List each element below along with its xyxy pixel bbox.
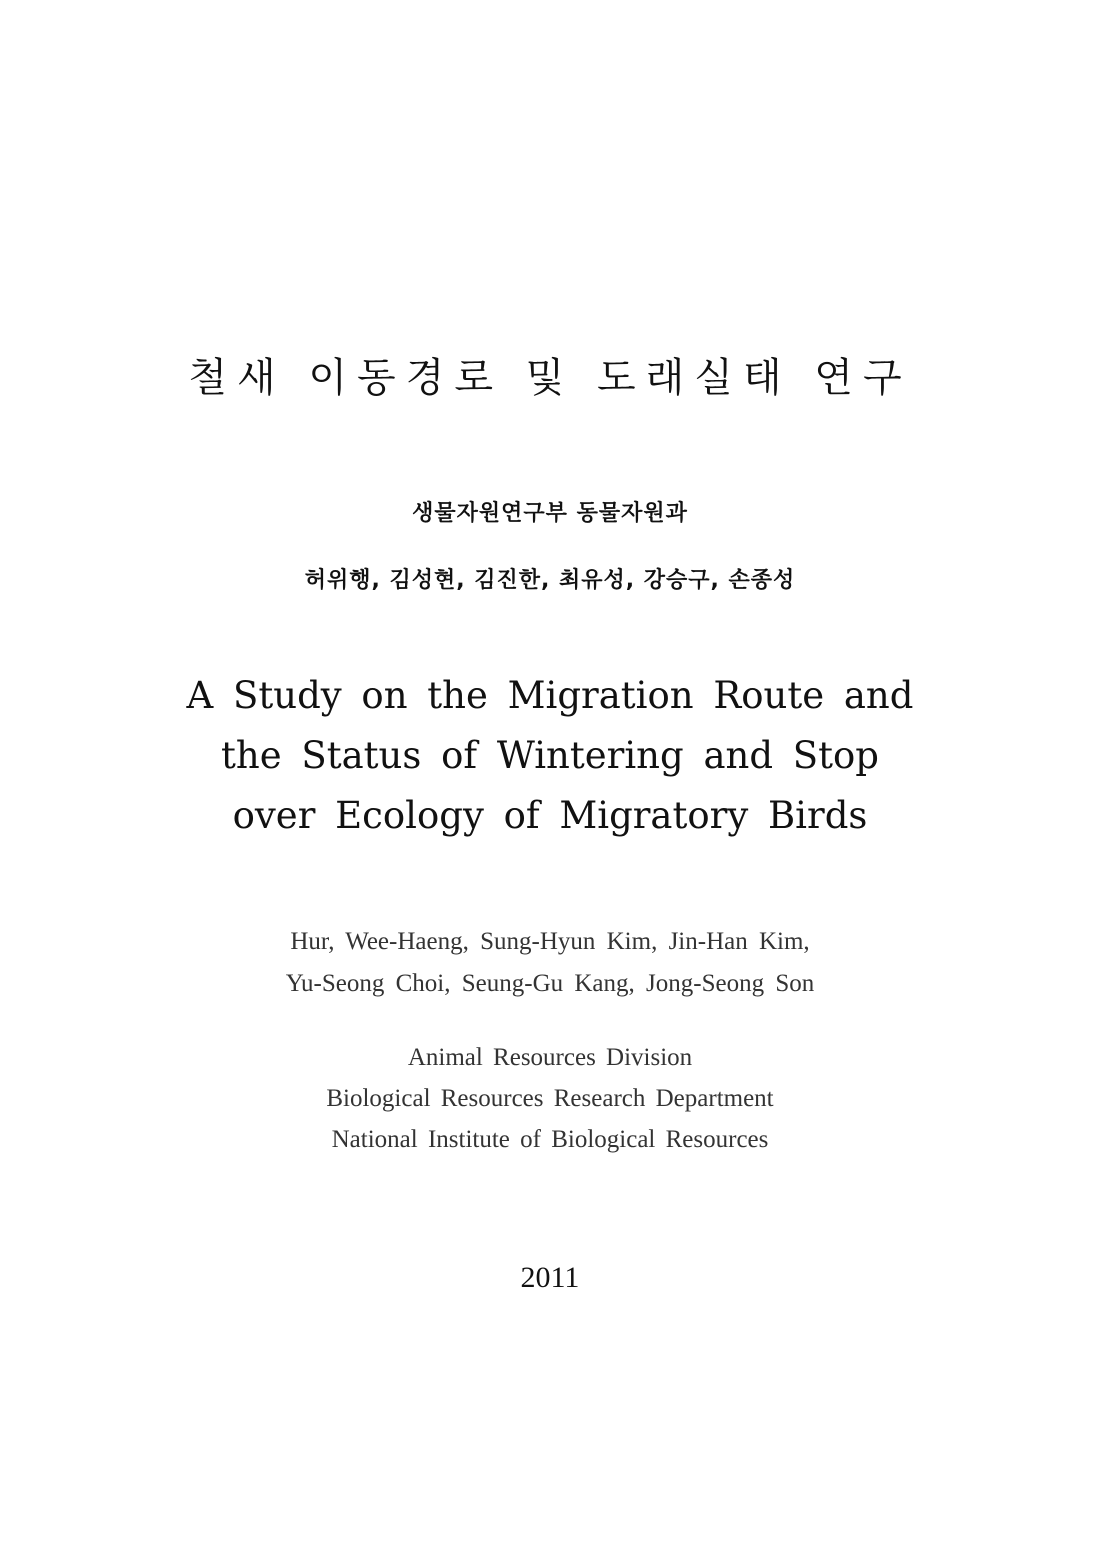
english-title bbox=[0, 666, 1100, 846]
korean-authors: 허위행, 김성현, 김진한, 최유성, 강승구, 손종성 bbox=[304, 568, 796, 593]
korean-title: 철새 이동경로 및 도래실태 연구 bbox=[188, 355, 912, 401]
english-authors-line-1: Hur, Wee-Haeng, Sung-Hyun Kim, Jin-Han Kim, bbox=[290, 928, 810, 955]
english-title-line-1: A Study on the Migration Route and bbox=[186, 674, 914, 717]
english-authors-line-2: Yu-Seong Choi, Seung-Gu Kang, Jong-Seong Son bbox=[285, 970, 815, 997]
english-title-line-2: the Status of Wintering and Stop bbox=[221, 734, 879, 777]
english-title-line-3: over Ecology of Migratory Birds bbox=[232, 794, 868, 837]
affiliation bbox=[0, 1037, 1100, 1160]
affiliation-department: Biological Resources Research Department bbox=[326, 1085, 774, 1112]
english-authors bbox=[0, 921, 1100, 1005]
publication-year: 2011 bbox=[520, 1261, 580, 1294]
korean-department: 생물자원연구부 동물자원과 bbox=[412, 501, 688, 526]
affiliation-institute: National Institute of Biological Resources bbox=[331, 1126, 769, 1153]
affiliation-division: Animal Resources Division bbox=[407, 1044, 693, 1071]
